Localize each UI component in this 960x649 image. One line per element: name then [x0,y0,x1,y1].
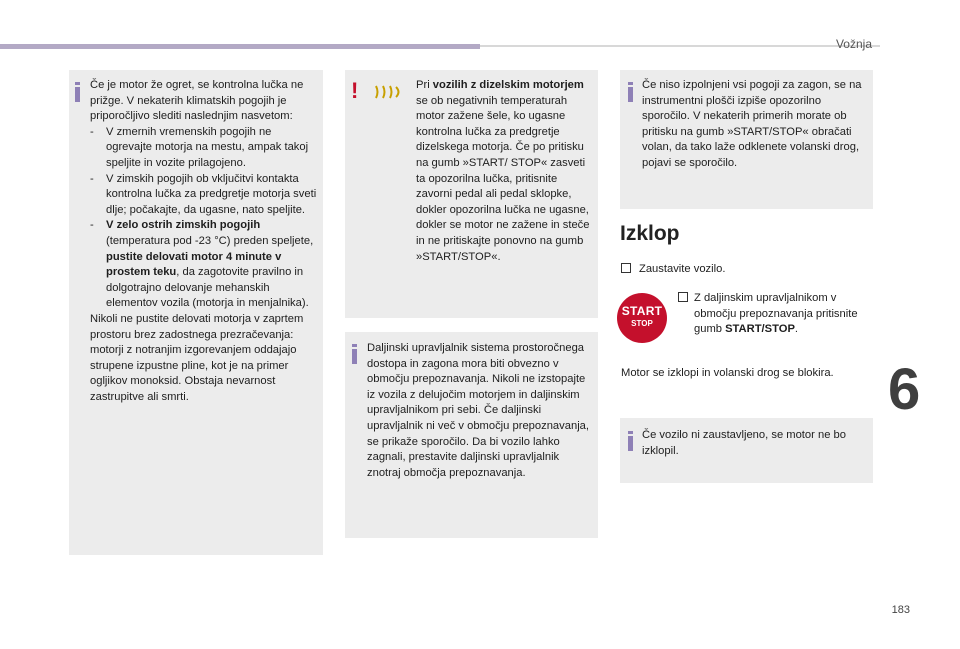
outro-paragraph: Nikoli ne pustite delovati motorja v zaprtem prostoru brez zadostnega prezračevanja: motorji z notranjim izgorevanjem oddajajo strupene izpustne pline, kot je na primer ogljikov monoksid. Obstaja nevarnost zastrupitve ali smrti. [90,312,304,403]
header-accent-bar [0,44,480,49]
step-press-button: Z daljinskim upravljalnikom v območju prepoznavanja pritisnite gumb START/STOP. [678,291,863,338]
intro-paragraph: Če je motor že ogret, se kontrolna lučka ne prižge. V nekaterih klimatskih pogojih je priporočljivo slediti naslednjim nasvetom: [90,79,304,123]
header-rule [480,45,880,47]
list-item: - V zmernih vremenskih pogojih ne ogrevajte motorja na mestu, ampak takoj speljite in vozite prilagojeno. [90,125,309,169]
step-marker-icon [678,292,688,302]
remote-info-text: Daljinski upravljalnik sistema prostoročnega dostopa in zagona mora biti obvezno v območju prepoznavanja. Nikoli ne izstopajte iz vozila z delujočim motorjem in daljinskim upravljalnikom pri sebi. Če daljinski upravljalnik ni več v območju prepoznavanja, se prikaže sporočilo. Da bi vozilo lahko zagnali, prestavite daljinski upravljalnik znotraj območja prepoznavanja. [367,342,590,479]
start-stop-button-icon: START STOP [617,293,667,343]
stop-result-text: Motor se izklopi in volanski drog se blokira. [621,367,834,379]
info-icon [73,82,85,102]
step-stop-vehicle: Zaustavite vozilo. [621,262,871,278]
diesel-preheat-icon [374,84,404,105]
page-number: 183 [891,604,910,616]
not-stopped-text: Če vozilo ni zaustavljeno, se motor ne bo izklopil. [642,429,846,457]
chapter-tab: 6 [888,357,921,422]
info-icon [626,431,638,451]
info-icon [626,82,638,102]
list-item: - V zelo ostrih zimskih pogojih (temperatura pod -23 °C) preden speljete, pustite delovati motor 4 minute v prostem teku, da zagotovite pravilno in dolgotrajno delovanje mehanskih elementov vozila (motorja in menjalnika). [90,219,314,310]
start-conditions-text: Če niso izpolnjeni vsi pogoji za zagon, se na instrumentni plošči izpiše opozorilno sporočilo. V nekaterih primerih morate ob pritisku na gumb »START/STOP« obračati volan, da tako laže odklenete volanski drog, pojavi se sporočilo. [642,79,862,169]
step-marker-icon [621,263,631,273]
diesel-warning-text: Pri vozilih z dizelskim motorjem se ob negativnih temperaturah motor zažene šele, ko ugasne kontrolna lučka za predgretje dizelskega motorja. Če po pritisku na gumb »START/ STOP« zasveti ta opozorilna lučka, pritisnite zavorni pedal ali pedal sklopke, dokler opozorilna lučka ne ugasne, dokler se motor ne zažene in steče in ne pritiskajte ponovno na gumb »START/STOP«. [416,79,590,263]
section-heading-izklop: Izklop [620,222,680,245]
engine-warm-text [90,78,320,405]
warning-icon: ! [351,78,359,103]
list-item: - V zimskih pogojih ob vključitvi kontakta kontrolna lučka za predgretje motorja sveti dlje; počakajte, da ugasne, nato speljite. [90,172,317,216]
info-icon [350,344,362,364]
section-title: Vožnja [835,37,872,51]
